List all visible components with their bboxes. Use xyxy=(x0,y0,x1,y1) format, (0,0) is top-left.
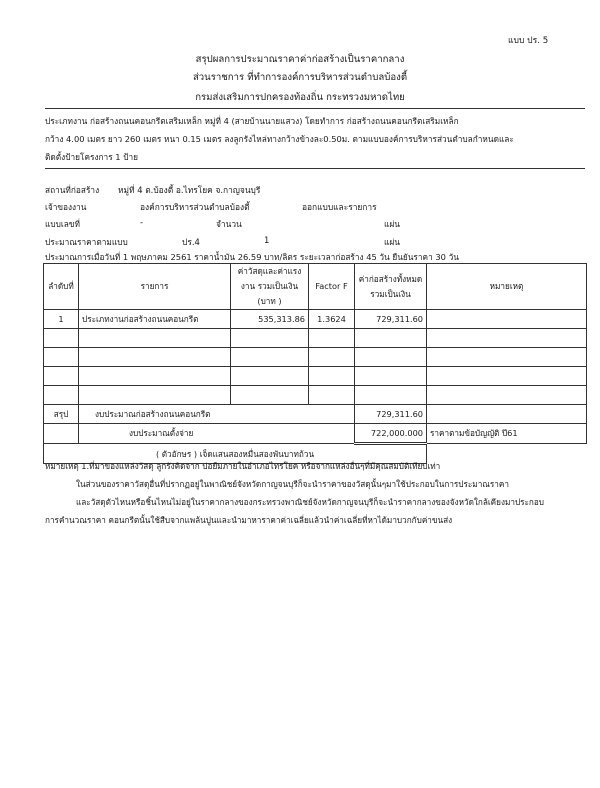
row-factor: 1.3624 xyxy=(309,310,355,329)
header-factor: Factor F xyxy=(309,264,355,310)
department-line: กรมส่งเสริมการปกครองท้องถิ่น กระทรวงมหาดไทย xyxy=(195,92,405,103)
estimate-count: 1 xyxy=(264,235,270,245)
note-line-1: หมายเหตุ 1.ที่มาของแหล่งวัสดุ ลูกรังคิดจาก บ่อยืมภายในอำเภอไทรโยค หรือจากแหล่งอื่นๆที่มีคุณสมบัติเทียบเท่า xyxy=(45,461,441,471)
header-remark: หมายเหตุ xyxy=(427,264,587,310)
project-line-3: ติดตั้งป้ายโครงการ 1 ป้าย xyxy=(45,152,138,162)
header-material-labor: ค่าวัสดุและค่าแรงงาน รวมเป็นเงิน (บาท ) xyxy=(231,264,309,310)
table-header-row xyxy=(44,264,587,310)
estimate-table xyxy=(43,263,587,464)
designer-label: ออกแบบและรายการ xyxy=(302,202,377,212)
report-title: สรุปผลการประมาณราคาค่าก่อสร้างเป็นราคากลาง xyxy=(195,54,405,65)
table-row-empty xyxy=(44,348,587,367)
sheet-label: แผ่น xyxy=(384,219,401,229)
site-value: หมู่ที่ 4 ต.บ้องตี้ อ.ไทรโยค จ.กาญจนบุรี xyxy=(118,185,261,195)
site-label: สถานที่ก่อสร้าง xyxy=(45,185,100,195)
drawing-value: - xyxy=(140,217,144,227)
drawing-label: แบบเลขที่ xyxy=(45,219,80,229)
estimate-date: ประมาณการเมื่อวันที่ 1 พฤษภาคม 2561 ราคาน้ำมัน 26.59 บาท/ลิตร ระยะเวลาก่อสร้าง 45 วัน ยืนยันราคา 30 วัน xyxy=(45,252,459,262)
summary-total: 729,311.60 xyxy=(355,405,427,424)
note-line-3: และวัสดุตัวไหนหรือชิ้นไหนไม่อยู่ในราคากลางของกระทรวงพาณิชย์จังหวัดกาญจนบุรีก็จะนำราคากลางของจังหวัดใกล้เคียงมาประกอบ xyxy=(76,497,545,507)
row-material-labor: 535,313.86 xyxy=(231,310,309,329)
note-line-4: การคำนวณราคา คอนกรีตนั้นใช้สืบจากแพล้นปูนและนำมาหาราคาค่าเฉลี่ยแล้วนำค่าเฉลี่ยที่หาได้มาบวกกับค่าขนส่ง xyxy=(45,515,453,525)
estimate-form: ปร.4 xyxy=(182,237,200,247)
budget-label: งบประมาณตั้งจ่าย xyxy=(79,424,355,444)
row-item: ประเภทงานก่อสร้างถนนคอนกรีต xyxy=(79,310,231,329)
project-line-2: กว้าง 4.00 เมตร ยาว 260 เมตร หนา 0.15 เมตร ลงลูกรังไหล่ทางกว้างข้างละ0.50ม. ตามแบบองค์การบริหารส่วนตำบลกำหนดและ xyxy=(45,134,514,144)
summary-row xyxy=(44,405,587,424)
header-no: ลำดับที่ xyxy=(44,264,79,310)
estimate-label: ประมาณราคาตามแบบ xyxy=(45,237,128,247)
header-item: รายการ xyxy=(79,264,231,310)
amount-in-words: ( ตัวอักษร ) เจ็ดแสนสองหมื่นสองพันบาทถ้วน xyxy=(44,444,427,464)
owner-label: เจ้าของงาน xyxy=(45,202,87,212)
table-row xyxy=(44,310,587,329)
budget-value: 722,000.000 xyxy=(355,424,427,444)
form-code: แบบ ปร. 5 xyxy=(508,36,549,46)
header-total: ค่าก่อสร้างทั้งหมด รวมเป็นเงิน xyxy=(355,264,427,310)
sheet-label-2: แผ่น xyxy=(384,237,401,247)
project-line-1: ประเภทงาน ก่อสร้างถนนคอนกรีตเสริมเหล็ก หมู่ที่ 4 (สายบ้านนายแสวง) โดยทำการ ก่อสร้างถนนคอนกรีตเสริมเหล็ก xyxy=(45,116,459,126)
row-remark xyxy=(427,310,587,329)
note-line-2: ในส่วนของราคาวัสดุอื่นที่ปรากฏอยู่ในพาณิชย์จังหวัดกาญจนบุรีก็จะนำราคาของวัสดุนั้นๆมาใช้ประกอบในการประมาณราคา xyxy=(76,479,509,489)
summary-item: งบประมาณก่อสร้างถนนคอนกรีต xyxy=(79,405,355,424)
count-label: จำนวน xyxy=(216,219,242,229)
agency-line: ส่วนราชการ ที่ทำการองค์การบริหารส่วนตำบลบ้องตี้ xyxy=(192,72,408,83)
row-total: 729,311.60 xyxy=(355,310,427,329)
header-divider xyxy=(45,108,585,109)
row-no: 1 xyxy=(44,310,79,329)
table-row-empty xyxy=(44,329,587,348)
table-row-empty xyxy=(44,367,587,386)
project-divider xyxy=(45,168,585,169)
budget-row xyxy=(44,424,587,444)
owner-value: องค์การบริหารส่วนตำบลบ้องตี้ xyxy=(140,202,250,212)
summary-label: สรุป xyxy=(44,405,79,424)
table-row-empty xyxy=(44,386,587,405)
budget-remark: ราคาตามข้อบัญญัติ ปี61 xyxy=(427,424,587,444)
